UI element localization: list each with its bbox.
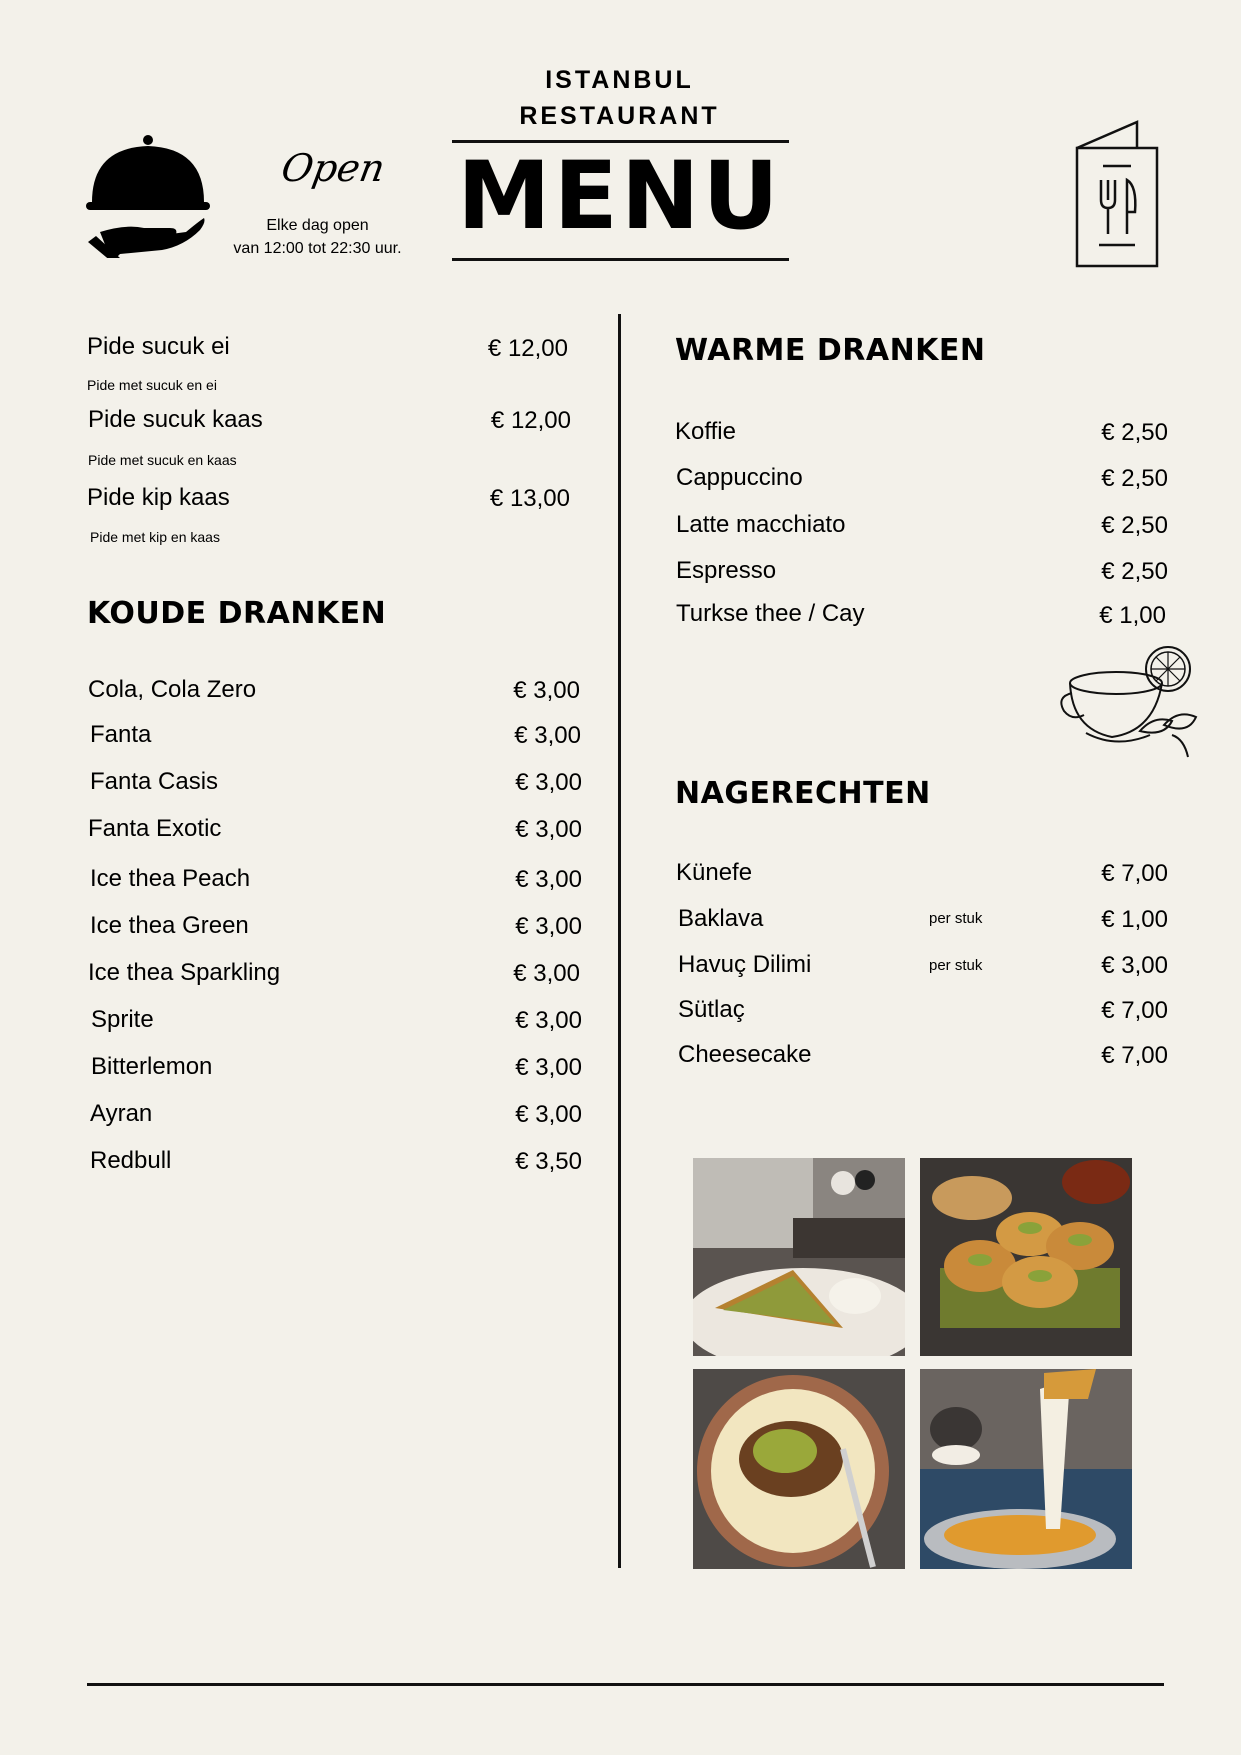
drink-name: Sprite: [91, 1006, 154, 1033]
dessert-price: € 1,00: [1101, 906, 1168, 933]
drink-price: € 3,00: [513, 960, 580, 987]
drink-price: € 3,00: [514, 722, 581, 749]
serving-cloche-icon: [86, 132, 210, 258]
drink-name: Ice thea Peach: [90, 865, 251, 892]
hot-drink-price: € 1,00: [1099, 602, 1166, 629]
tea-cup-icon: [1060, 645, 1202, 763]
baklava-slice-photo: [693, 1158, 905, 1356]
kunefe-photo: [920, 1369, 1132, 1569]
header-bottom-rule: [452, 258, 789, 261]
drink-name: Fanta Casis: [90, 768, 219, 795]
column-divider: [618, 314, 621, 1568]
dessert-price: € 3,00: [1101, 952, 1168, 979]
dessert-name: Havuç Dilimi: [678, 951, 812, 978]
drink-name: Bitterlemon: [91, 1053, 213, 1080]
hot-drink-price: € 2,50: [1101, 465, 1168, 492]
drink-name: Ice thea Green: [90, 912, 249, 939]
open-days: Elke dag open: [266, 217, 369, 234]
dessert-price: € 7,00: [1101, 1042, 1168, 1069]
drink-price: € 3,00: [515, 769, 582, 796]
drink-price: € 3,00: [515, 816, 582, 843]
pide-item-name: Pide sucuk ei: [87, 333, 230, 360]
drink-price: € 3,00: [515, 866, 582, 893]
dessert-note: per stuk: [929, 957, 983, 974]
pide-item-desc: Pide met sucuk en ei: [87, 377, 217, 393]
brand-line-2: RESTAURANT: [519, 102, 720, 130]
baklava-squares-photo: [920, 1158, 1132, 1356]
dessert-name: Künefe: [676, 859, 753, 886]
hot-drink-price: € 2,50: [1101, 512, 1168, 539]
section-title-koude-dranken: KOUDE DRANKEN: [87, 596, 387, 631]
dessert-name: Cheesecake: [678, 1041, 812, 1068]
page-title: MENU: [457, 142, 782, 251]
drink-price: € 3,00: [515, 1007, 582, 1034]
dessert-note: per stuk: [929, 910, 983, 927]
drink-price: € 3,00: [515, 1054, 582, 1081]
hot-drink-price: € 2,50: [1101, 558, 1168, 585]
drink-name: Ayran: [90, 1100, 153, 1127]
hot-drink-name: Turkse thee / Cay: [676, 600, 865, 627]
open-hours: van 12:00 tot 22:30 uur.: [233, 240, 402, 257]
hot-drink-price: € 2,50: [1101, 419, 1168, 446]
pide-item-price: € 12,00: [487, 335, 568, 362]
brand-line-1: ISTANBUL: [545, 66, 694, 94]
dessert-name: Sütlaç: [678, 996, 745, 1023]
menu-card-icon: [1075, 120, 1159, 270]
footer-rule: [87, 1683, 1164, 1686]
pide-item-desc: Pide met kip en kaas: [90, 529, 220, 545]
section-title-nagerechten: NAGERECHTEN: [675, 776, 931, 811]
drink-name: Fanta Exotic: [88, 815, 222, 842]
pide-item-price: € 13,00: [489, 485, 570, 512]
pide-item-name: Pide kip kaas: [87, 484, 230, 511]
dessert-price: € 7,00: [1101, 860, 1168, 887]
drink-price: € 3,00: [513, 677, 580, 704]
hot-drink-name: Latte macchiato: [676, 511, 846, 538]
drink-name: Redbull: [90, 1147, 172, 1174]
pide-item-desc: Pide met sucuk en kaas: [88, 452, 237, 468]
drink-name: Cola, Cola Zero: [88, 676, 257, 703]
drink-name: Fanta: [90, 721, 152, 748]
hot-drink-name: Espresso: [676, 557, 777, 584]
open-label: Open: [278, 146, 389, 190]
hot-drink-name: Cappuccino: [676, 464, 803, 491]
pide-item-price: € 12,00: [490, 407, 571, 434]
drink-price: € 3,00: [515, 1101, 582, 1128]
pide-item-name: Pide sucuk kaas: [88, 406, 263, 433]
hot-drink-name: Koffie: [675, 418, 736, 445]
dessert-name: Baklava: [678, 905, 764, 932]
sutlac-photo: [693, 1369, 905, 1569]
drink-name: Ice thea Sparkling: [88, 959, 281, 986]
section-title-warme-dranken: WARME DRANKEN: [675, 333, 986, 368]
drink-price: € 3,00: [515, 913, 582, 940]
dessert-price: € 7,00: [1101, 997, 1168, 1024]
drink-price: € 3,50: [515, 1148, 582, 1175]
